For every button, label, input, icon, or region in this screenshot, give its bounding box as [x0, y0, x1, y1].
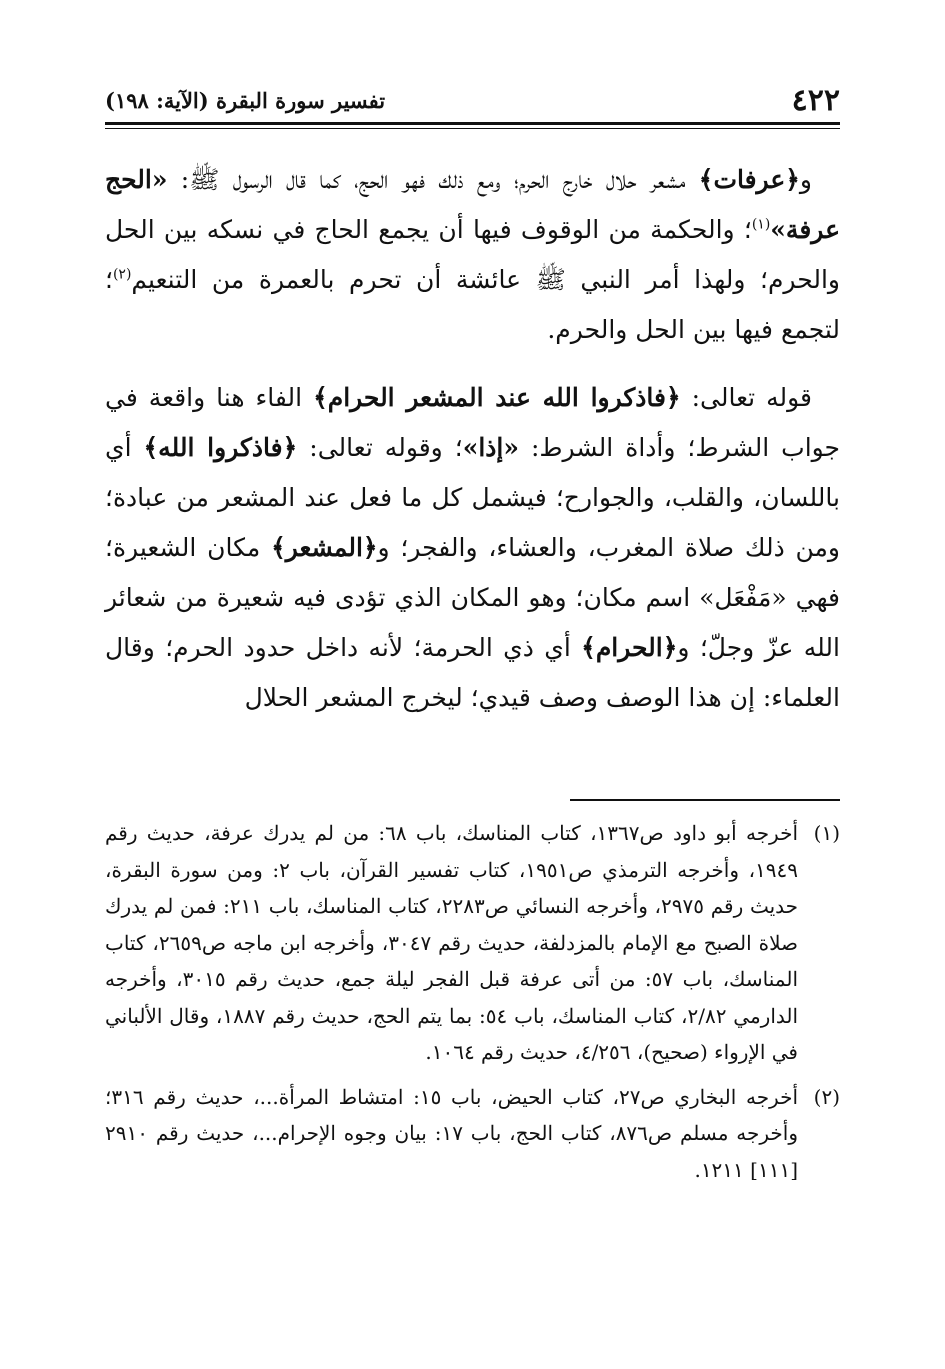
- footnote-separator: [570, 799, 840, 801]
- text-run: أي باللسان، والقلب، والجوارح؛ فيشمل كل ما فعل عند المشعر من عبادة؛ ومن ذلك صلاة المغرب، والعشاء، والفجر؛ و: [105, 433, 840, 562]
- text-run: ؛ وقوله تعالى:: [297, 433, 463, 462]
- footnote-mark: (١): [813, 821, 840, 845]
- quran-quote: ﴿عرفات﴾: [698, 165, 800, 194]
- text-run: مشعر حلال خارج الحرم؛ ومع ذلك فهو الحج، كما قال الرسول ﷺ:: [167, 165, 699, 194]
- text-run: الفاء هنا واقعة في جواب الشرط؛ وأداة الشرط:: [105, 383, 841, 462]
- footnotes: [105, 815, 840, 1196]
- footnote-ref[interactable]: (١): [751, 216, 771, 233]
- hadith-quote: «الحج عرفة»: [105, 165, 840, 244]
- quran-quote: ﴿المشعر﴾: [271, 533, 378, 562]
- header-rule: [105, 122, 840, 129]
- footnote-text: أخرجه البخاري ص٢٧، كتاب الحيض، باب ١٥: امتشاط المرأة...، حديث رقم ٣١٦؛ وأخرجه مسلم ص٨٧٦، كتاب الحج، باب ١٧: بيان وجوه الإحرام...، حديث رقم ٢٩١٠ [١١١] ١٢١١.: [105, 1084, 799, 1182]
- quran-quote: ﴿فاذكروا الله عند المشعر الحرام﴾: [313, 383, 681, 412]
- footnote-text: أخرجه أبو داود ص١٣٦٧، كتاب المناسك، باب ٦٨: من لم يدرك عرفة، حديث رقم ١٩٤٩، وأخرجه الترمذي ص١٩٥١، كتاب تفسير القرآن، باب ٢: ومن سورة البقرة، حديث رقم ٢٩٧٥، وأخرجه النسائي ص٢٢٨٣، كتاب المناسك، باب ٢١١: فمن لم يدرك صلاة الصبح مع الإمام بالمزدلفة، حديث رقم ٣٠٤٧، وأخرجه ابن ماجه ص٢٦٥٩، كتاب المناسك، باب ٥٧: من أتى عرفة قبل الفجر ليلة جمع، حديث رقم ٣٠١٥، وأخرجه الدارمي ٢/٨٢، كتاب المناسك، باب ٥٤: بما يتم الحج، حديث رقم ١٨٨٧، وقال الألباني في الإرواء (صحيح)، ٤/٢٥٦، حديث رقم ١٠٦٤.: [105, 821, 799, 1064]
- text-run: قوله تعالى:: [680, 383, 812, 412]
- page-number: ٤٢٢: [791, 82, 840, 118]
- quran-quote: ﴿الحرام﴾: [581, 633, 678, 662]
- text-run: و: [799, 165, 812, 194]
- main-text: [105, 155, 840, 741]
- quran-quote: ﴿فاذكروا الله﴾: [143, 433, 298, 462]
- footnote-ref[interactable]: (٢): [112, 266, 132, 283]
- running-title: تفسير سورة البقرة (الآية: ١٩٨): [105, 87, 386, 113]
- text-run: أي ذي الحرمة؛ لأنه داخل حدود الحرم؛ وقال العلماء: إن هذا الوصف وصف قيدي؛ ليخرج المشعر الحلال: [105, 633, 840, 712]
- footnote-2: [105, 1079, 840, 1189]
- paragraph-1: [105, 155, 840, 355]
- page-header: [105, 80, 840, 120]
- text-run: مكان الشعيرة؛ فهي «مَفْعَل» اسم مكان؛ وهو المكان الذي تؤدى فيه شعيرة من شعائر الله عزّ وجلّ؛ و: [105, 533, 840, 662]
- quoted-word: «إذا»: [462, 433, 519, 462]
- text-run: ؛ لتجمع فيها بين الحل والحرم.: [105, 265, 840, 344]
- footnote-1: [105, 815, 840, 1071]
- footnote-mark: (٢): [813, 1084, 840, 1109]
- text-run: ؛ والحكمة من الوقوف فيها أن يجمع الحاج في نسكه بين الحل والحرم؛ ولهذا أمر النبي ﷺ عائشة أن تحرم بالعمرة من التنعيم: [105, 215, 840, 294]
- paragraph-2: [105, 373, 840, 723]
